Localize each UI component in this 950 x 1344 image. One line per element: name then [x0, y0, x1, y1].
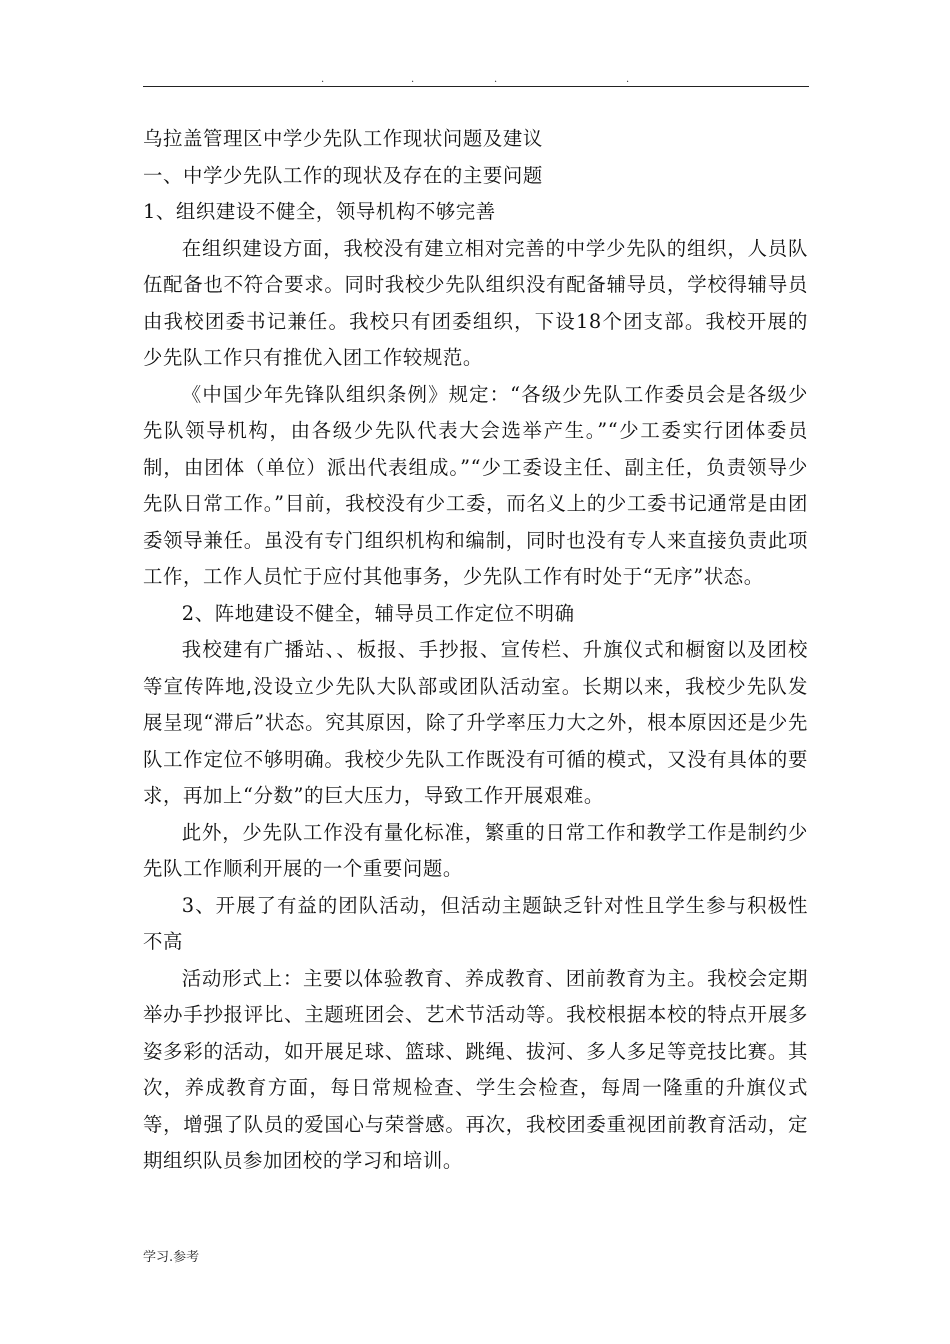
body-paragraph: 《中国少年先锋队组织条例》规定：“各级少先队工作委员会是各级少先队领导机构，由各级少先队代表大会选举产生。”“少工委实行团体委员制，由团体（单位）派出代表组成。”“少工委设主任、副主任，负责领导少先队日常工作。”目前，我校没有少工委，而名义上的少工委书记通常是由团委领导兼任。虽没有专门组织机构和编制，同时也没有专人来直接负责此项工作，工作人员忙于应付其他事务，少先队工作有时处于“无序”状态。	[143, 382, 808, 588]
subsection-heading: 3、开展了有益的团队活动，但活动主题缺乏针对性且学生参与积极性不高	[143, 893, 808, 953]
header-dot: .	[494, 74, 498, 85]
subsection-heading: 1、组织建设不健全，领导机构不够完善	[143, 200, 496, 223]
header-rule	[143, 86, 809, 87]
header-dot: .	[321, 74, 325, 85]
document-body	[143, 121, 808, 1180]
body-paragraph: 在组织建设方面，我校没有建立相对完善的中学少先队的组织，人员队伍配备也不符合要求。同时我校少先队组织没有配备辅导员，学校得辅导员由我校团委书记兼任。我校只有团委组织，下设18个团支部。我校开展的少先队工作只有推优入团工作较规范。	[143, 236, 808, 369]
body-paragraph: 活动形式上：主要以体验教育、养成教育、团前教育为主。我校会定期举办手抄报评比、主题班团会、艺术节活动等。我校根据本校的特点开展多姿多彩的活动，如开展足球、篮球、跳绳、拔河、多人多足等竞技比赛。其次，养成教育方面，每日常规检查、学生会检查，每周一隆重的升旗仪式等，增强了队员的爱国心与荣誉感。再次，我校团委重视团前教育活动，定期组织队员参加团校的学习和培训。	[143, 966, 808, 1172]
footer-label: 学习.参考	[143, 1250, 200, 1265]
header-dots	[143, 74, 809, 86]
body-paragraph: 此外，少先队工作没有量化标准，繁重的日常工作和教学工作是制约少先队工作顺利开展的一个重要问题。	[143, 820, 808, 880]
body-paragraph: 我校建有广播站、、板报、手抄报、宣传栏、升旗仪式和橱窗以及团校等宣传阵地,没设立少先队大队部或团队活动室。长期以来，我校少先队发展呈现“滞后”状态。究其原因，除了升学率压力大之外，根本原因还是少先队工作定位不够明确。我校少先队工作既没有可循的模式，又没有具体的要求，再加上“分数”的巨大压力，导致工作开展艰难。	[143, 638, 808, 807]
header-dot: .	[626, 74, 630, 85]
subsection-heading: 2、阵地建设不健全，辅导员工作定位不明确	[181, 601, 575, 625]
document-title: 乌拉盖管理区中学少先队工作现状问题及建议	[143, 127, 543, 150]
header-dot: .	[411, 74, 415, 85]
section-heading: 一、中学少先队工作的现状及存在的主要问题	[143, 163, 543, 187]
